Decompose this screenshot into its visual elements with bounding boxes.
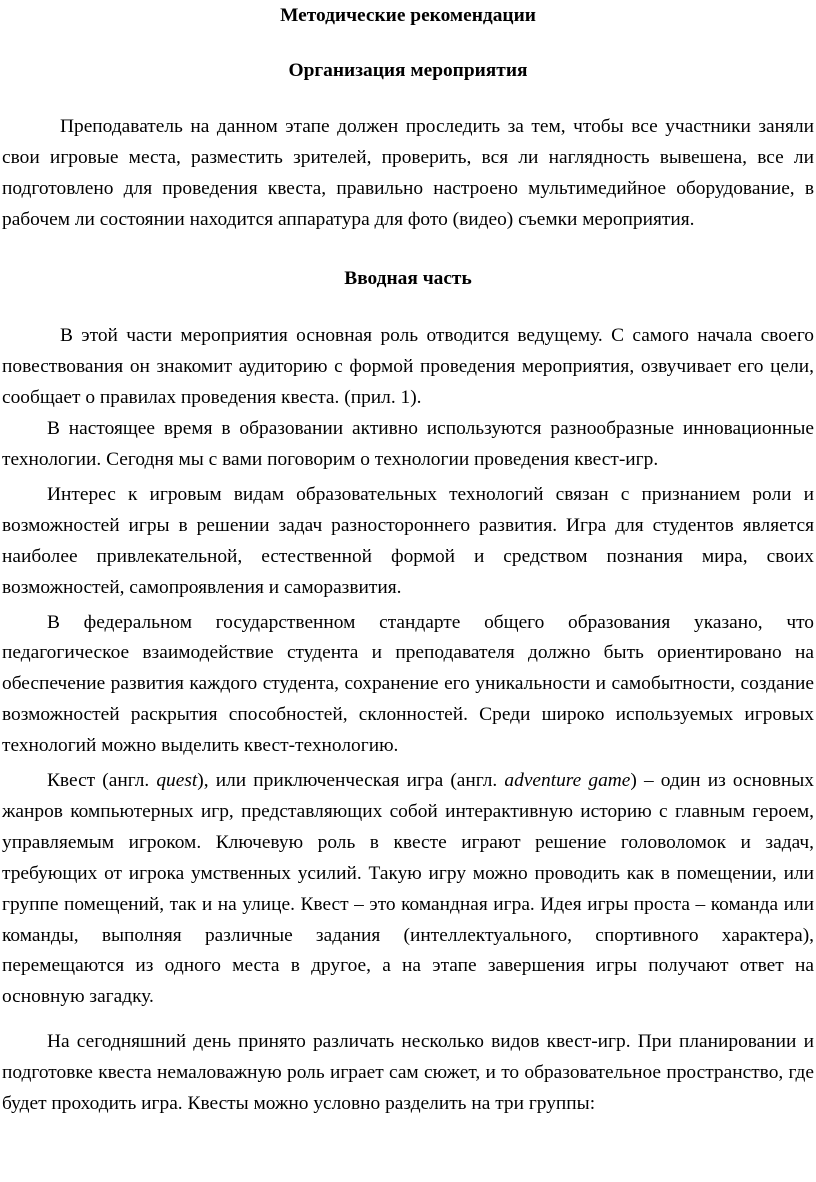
intro-paragraph-5 (2, 766, 814, 1013)
adventure-game-term: adventure game (504, 770, 631, 792)
quest-text-2: ), или приключенческая игра (англ. (197, 770, 505, 792)
intro-paragraph-2: В настоящее время в образовании активно используются разнообразные инновационные технологии. Сегодня мы с вами поговорим о технологии проведения квест-игр. (2, 418, 814, 470)
intro-paragraph-3: Интерес к игровым видам образовательных технологий связан с признанием роли и возможностей игры в решении задач разностороннего развития. Игра для студентов является наиболее привлекательной, естественной формой и средством познания мира, своих возможностей, самопроявления и саморазвития. (2, 483, 814, 598)
organization-paragraph: Преподаватель на данном этапе должен проследить за тем, чтобы все участники заняли свои игровые места, разместить зрителей, проверить, вся ли наглядность вывешена, все ли подготовлено для проведения квеста, правильно настроено мультимедийное оборудование, в рабочем ли состоянии находится аппаратура для фото (видео) съемки мероприятия. (2, 115, 814, 230)
intro-paragraph-6: На сегодняшний день принято различать несколько видов квест-игр. При планировании и подготовке квеста немаловажную роль играет сам сюжет, и то образовательное пространство, где будет проходить игра. Квесты можно условно разделить на три группы: (2, 1031, 814, 1115)
section-heading-intro: Вводная часть (344, 268, 472, 290)
section-heading-organization: Организация мероприятия (288, 59, 528, 81)
intro-paragraph-1: В этой части мероприятия основная роль отводится ведущему. С самого начала своего повествования он знакомит аудиторию с формой проведения мероприятия, озвучивает его цели, сообщает о правилах проведения квеста. (прил. 1). (2, 325, 814, 409)
quest-text-1: Квест (англ. (47, 770, 157, 792)
document-title: Методические рекомендации (280, 5, 536, 26)
document-page (2, 0, 814, 1120)
intro-paragraph-4: В федеральном государственном стандарте общего образования указано, что педагогическое взаимодействие студента и преподавателя должно быть ориентировано на обеспечение развития каждого студента, сохранение его уникальности и самобытности, создание возможностей раскрытия способностей, склонностей. Среди широко используемых игровых технологий можно выделить квест-технологию. (2, 611, 814, 757)
quest-term: quest (156, 770, 198, 792)
quest-text-3: ) – один из основных жанров компьютерных игр, представляющих собой интерактивную историю с главным героем, управляемым игроком. Ключевую роль в квесте играют решение головоломок и задач, требующих от игрока умственных усилий. Такую игру можно проводить как в помещении, или группе помещений, так и на улице. Квест – это командная игра. Идея игры проста – команда или команды, выполняя различные задания (интеллектуального, спортивного характера), перемещаются из одного места в другое, а на этапе завершения игры получают ответ на основную загадку. (2, 770, 814, 1008)
